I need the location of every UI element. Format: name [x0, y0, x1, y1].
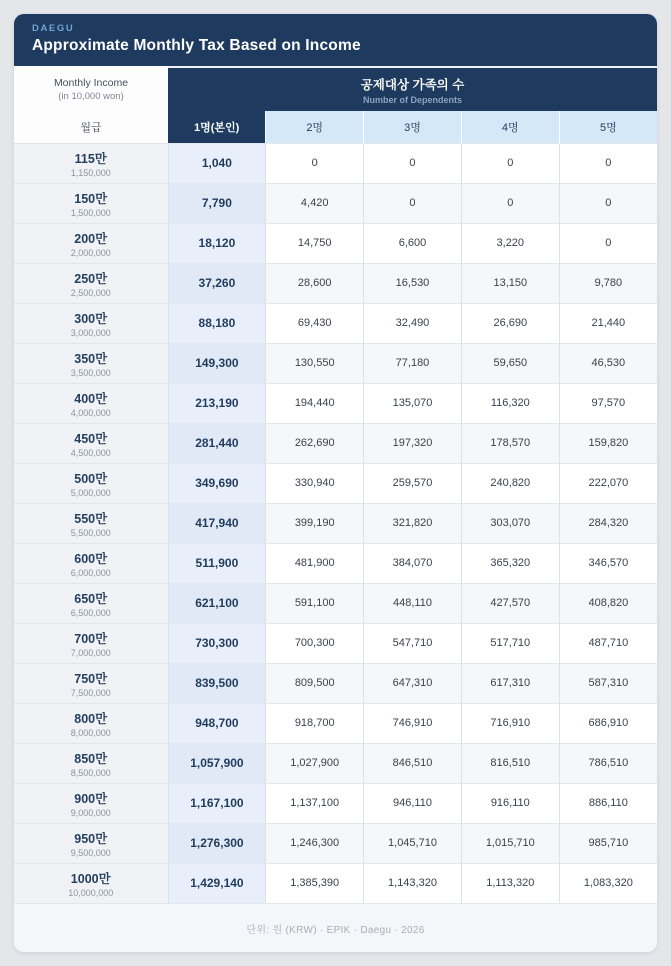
tax-value: 1,246,300 [266, 823, 364, 863]
tax-value: 0 [461, 183, 559, 223]
income-label: 300만 [74, 311, 108, 326]
tax-value: 0 [266, 143, 364, 183]
tax-value: 46,530 [559, 343, 657, 383]
table-row [14, 463, 657, 503]
income-label: 400만 [74, 391, 108, 406]
income-label: 250만 [74, 271, 108, 286]
income-label: 500만 [74, 471, 108, 486]
tax-value: 916,110 [461, 783, 559, 823]
column-header-row [14, 111, 657, 143]
table-row [14, 343, 657, 383]
tax-value: 647,310 [364, 663, 462, 703]
income-subtext: 1,150,000 [70, 167, 111, 178]
income-label: 800만 [74, 711, 108, 726]
dependents-header-cell [168, 67, 657, 111]
tax-value: 517,710 [461, 623, 559, 663]
tax-value: 32,490 [364, 303, 462, 343]
income-label: 200만 [74, 231, 108, 246]
column-header-5: 5명 [559, 111, 657, 143]
income-label: 700만 [74, 631, 108, 646]
tax-value: 0 [364, 143, 462, 183]
tax-value: 985,710 [559, 823, 657, 863]
table-row [14, 383, 657, 423]
income-subtext: 7,500,000 [70, 687, 111, 698]
table-row [14, 623, 657, 663]
dependents-label-ko: 공제대상 가족의 수 [360, 77, 465, 92]
table-row [14, 263, 657, 303]
table-row [14, 583, 657, 623]
income-subtext: 4,500,000 [70, 447, 111, 458]
income-cell [14, 783, 168, 823]
table-row [14, 223, 657, 263]
tax-value: 946,110 [364, 783, 462, 823]
tax-value-primary: 1,040 [168, 143, 266, 183]
tax-value: 846,510 [364, 743, 462, 783]
tax-value-primary: 213,190 [168, 383, 266, 423]
tax-value: 918,700 [266, 703, 364, 743]
tax-value: 28,600 [266, 263, 364, 303]
tax-value: 97,570 [559, 383, 657, 423]
income-subtext: 9,000,000 [70, 807, 111, 818]
column-header-1-self: 1명(본인) [168, 111, 266, 143]
tax-value-primary: 1,276,300 [168, 823, 266, 863]
tax-value: 1,137,100 [266, 783, 364, 823]
income-subtext: 5,500,000 [70, 527, 111, 538]
income-label: 650만 [74, 591, 108, 606]
tax-value: 6,600 [364, 223, 462, 263]
tax-value: 303,070 [461, 503, 559, 543]
tax-value: 178,570 [461, 423, 559, 463]
footer-note: 단위: 원 (KRW) · EPIK · Daegu · 2026 [246, 925, 425, 936]
column-header-4: 4명 [461, 111, 559, 143]
page-title: Approximate Monthly Tax Based on Income [32, 37, 361, 54]
income-cell [14, 383, 168, 423]
tax-value: 16,530 [364, 263, 462, 303]
tax-value: 1,045,710 [364, 823, 462, 863]
tax-value: 222,070 [559, 463, 657, 503]
income-subtext: 8,500,000 [70, 767, 111, 778]
tax-value: 116,320 [461, 383, 559, 423]
income-cell [14, 823, 168, 863]
tax-value: 746,910 [364, 703, 462, 743]
tax-value-primary: 349,690 [168, 463, 266, 503]
income-cell [14, 623, 168, 663]
income-cell [14, 423, 168, 463]
tax-value: 1,113,320 [461, 863, 559, 903]
table-row [14, 543, 657, 583]
income-label: 115만 [74, 151, 107, 166]
income-label: 450만 [74, 431, 108, 446]
income-cell [14, 183, 168, 223]
income-subtext: 2,000,000 [70, 247, 111, 258]
income-label: 950만 [74, 831, 108, 846]
income-cell [14, 263, 168, 303]
card-footer [14, 903, 657, 952]
income-label: 900만 [74, 791, 108, 806]
table-body [14, 143, 657, 903]
tax-table-card [14, 14, 657, 952]
income-cell [14, 343, 168, 383]
tax-value: 1,015,710 [461, 823, 559, 863]
income-label: 600만 [74, 551, 108, 566]
tax-value: 0 [461, 143, 559, 183]
income-subtext: 2,500,000 [70, 287, 111, 298]
table-row [14, 143, 657, 183]
tax-value-primary: 88,180 [168, 303, 266, 343]
tax-value-primary: 511,900 [168, 543, 266, 583]
column-header-2: 2명 [266, 111, 364, 143]
tax-value: 262,690 [266, 423, 364, 463]
tax-value: 809,500 [266, 663, 364, 703]
income-label: 850만 [74, 751, 108, 766]
tax-value: 14,750 [266, 223, 364, 263]
tax-value: 1,027,900 [266, 743, 364, 783]
tax-value: 886,110 [559, 783, 657, 823]
tax-value: 26,690 [461, 303, 559, 343]
income-cell [14, 703, 168, 743]
tax-value-primary: 417,940 [168, 503, 266, 543]
tax-value: 69,430 [266, 303, 364, 343]
income-label: 750만 [74, 671, 108, 686]
tax-value: 59,650 [461, 343, 559, 383]
table-row [14, 503, 657, 543]
region-eyebrow: DAEGU [32, 23, 75, 34]
income-subtext: 5,000,000 [70, 487, 111, 498]
tax-value-primary: 621,100 [168, 583, 266, 623]
tax-value-primary: 281,440 [168, 423, 266, 463]
tax-value: 4,420 [266, 183, 364, 223]
income-subtext: 6,500,000 [70, 607, 111, 618]
income-subtext: 1,500,000 [70, 207, 111, 218]
tax-value-primary: 1,057,900 [168, 743, 266, 783]
tax-table [14, 66, 657, 903]
table-row [14, 183, 657, 223]
tax-value: 197,320 [364, 423, 462, 463]
income-subtext: 9,500,000 [70, 847, 111, 858]
column-header-3: 3명 [364, 111, 462, 143]
monthly-income-unit-label: (in 10,000 won) [58, 90, 124, 102]
tax-value: 1,385,390 [266, 863, 364, 903]
tax-value: 686,910 [559, 703, 657, 743]
tax-value-primary: 1,429,140 [168, 863, 266, 903]
dependents-label-en: Number of Dependents [363, 94, 463, 105]
tax-value: 346,570 [559, 543, 657, 583]
tax-value: 21,440 [559, 303, 657, 343]
income-subtext: 4,000,000 [70, 407, 111, 418]
table-row [14, 823, 657, 863]
income-cell [14, 583, 168, 623]
tax-value: 194,440 [266, 383, 364, 423]
tax-value: 591,100 [266, 583, 364, 623]
table-row [14, 303, 657, 343]
income-subtext: 3,500,000 [70, 367, 111, 378]
tax-value: 481,900 [266, 543, 364, 583]
salary-column-header: 월급 [14, 111, 168, 143]
tax-value: 77,180 [364, 343, 462, 383]
tax-value: 9,780 [559, 263, 657, 303]
tax-value: 716,910 [461, 703, 559, 743]
tax-value-primary: 37,260 [168, 263, 266, 303]
tax-value: 1,083,320 [559, 863, 657, 903]
income-label: 350만 [74, 351, 108, 366]
income-subtext: 3,000,000 [70, 327, 111, 338]
income-subtext: 10,000,000 [68, 887, 114, 898]
card-header [14, 14, 657, 66]
table-row [14, 783, 657, 823]
tax-value: 786,510 [559, 743, 657, 783]
tax-value-primary: 149,300 [168, 343, 266, 383]
income-subtext: 8,000,000 [70, 727, 111, 738]
tax-value: 135,070 [364, 383, 462, 423]
tax-value: 547,710 [364, 623, 462, 663]
tax-value: 3,220 [461, 223, 559, 263]
tax-value: 321,820 [364, 503, 462, 543]
tax-value: 330,940 [266, 463, 364, 503]
income-cell [14, 223, 168, 263]
tax-value: 816,510 [461, 743, 559, 783]
tax-value: 365,320 [461, 543, 559, 583]
tax-value: 13,150 [461, 263, 559, 303]
income-label: 150만 [74, 191, 108, 206]
income-cell [14, 863, 168, 903]
tax-value: 0 [559, 183, 657, 223]
income-cell [14, 503, 168, 543]
income-cell [14, 463, 168, 503]
tax-value: 487,710 [559, 623, 657, 663]
tax-value: 284,320 [559, 503, 657, 543]
tax-value: 587,310 [559, 663, 657, 703]
tax-value-primary: 948,700 [168, 703, 266, 743]
income-label: 550만 [74, 511, 108, 526]
tax-value-primary: 839,500 [168, 663, 266, 703]
income-label: 1000만 [70, 871, 111, 886]
income-cell [14, 303, 168, 343]
tax-value: 408,820 [559, 583, 657, 623]
tax-value-primary: 18,120 [168, 223, 266, 263]
income-cell [14, 543, 168, 583]
tax-value-primary: 7,790 [168, 183, 266, 223]
table-row [14, 423, 657, 463]
tax-value: 0 [364, 183, 462, 223]
tax-value: 130,550 [266, 343, 364, 383]
tax-value: 240,820 [461, 463, 559, 503]
dependents-header-row [14, 67, 657, 111]
tax-value: 1,143,320 [364, 863, 462, 903]
tax-value: 0 [559, 223, 657, 263]
table-head [14, 67, 657, 143]
tax-value: 700,300 [266, 623, 364, 663]
tax-value: 448,110 [364, 583, 462, 623]
tax-value-primary: 730,300 [168, 623, 266, 663]
income-subtext: 6,000,000 [70, 567, 111, 578]
monthly-income-header-cell [14, 67, 168, 111]
income-cell [14, 663, 168, 703]
tax-value: 399,190 [266, 503, 364, 543]
table-row [14, 663, 657, 703]
income-subtext: 7,000,000 [70, 647, 111, 658]
income-cell [14, 743, 168, 783]
income-cell [14, 143, 168, 183]
table-row [14, 743, 657, 783]
tax-value: 427,570 [461, 583, 559, 623]
tax-value: 384,070 [364, 543, 462, 583]
table-row [14, 703, 657, 743]
tax-value: 259,570 [364, 463, 462, 503]
tax-value: 159,820 [559, 423, 657, 463]
tax-value: 617,310 [461, 663, 559, 703]
monthly-income-label: Monthly Income [53, 76, 129, 89]
table-row [14, 863, 657, 903]
tax-value-primary: 1,167,100 [168, 783, 266, 823]
tax-value: 0 [559, 143, 657, 183]
